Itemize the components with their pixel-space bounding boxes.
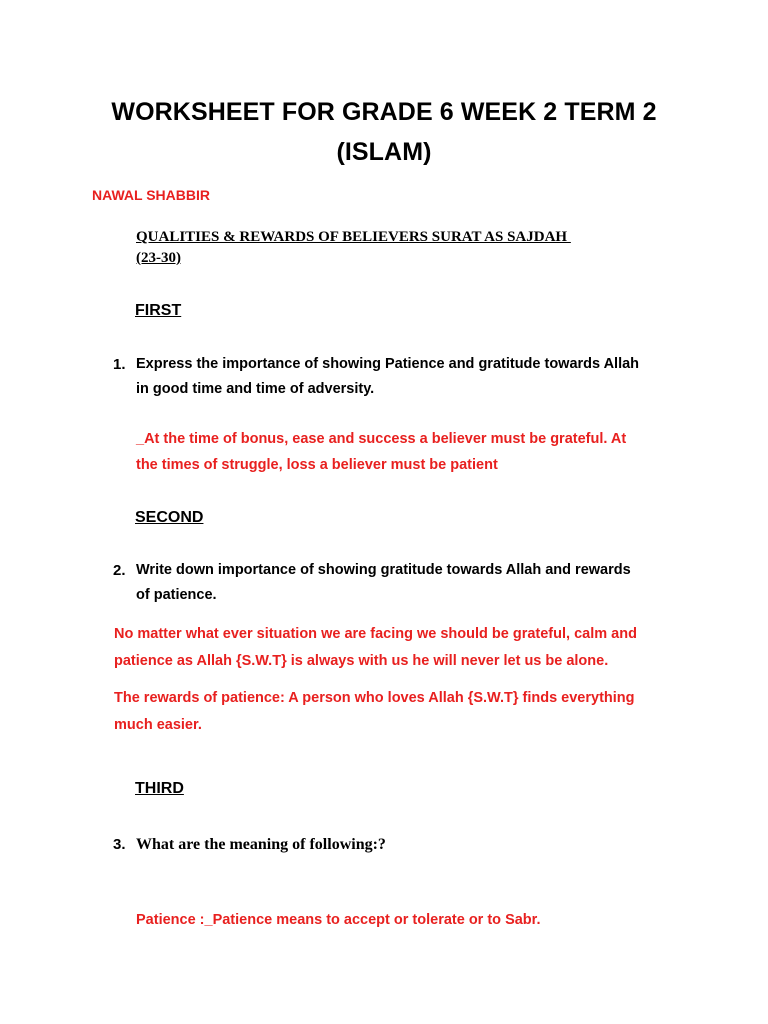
answer-2-line-1: No matter what ever situation we are facing we should be grateful, calm and bbox=[114, 626, 637, 642]
answer-3-line-1: Patience :_Patience means to accept or tolerate or to Sabr. bbox=[136, 912, 541, 928]
section-heading-first: FIRST bbox=[135, 302, 182, 319]
question-number-3: 3. bbox=[113, 836, 126, 853]
answer-2-line-3: The rewards of patience: A person who loves Allah {S.W.T} finds everything bbox=[114, 690, 635, 706]
author-name: NAWAL SHABBIR bbox=[92, 187, 210, 203]
section-heading-third: THIRD bbox=[135, 780, 184, 797]
topic-heading-line-1: QUALITIES & REWARDS OF BELIEVERS SURAT AS SAJDAH bbox=[136, 229, 571, 245]
answer-2-line-2: patience as Allah {S.W.T} is always with us he will never let us be alone. bbox=[114, 653, 609, 669]
answer-2-line-4: much easier. bbox=[114, 717, 202, 733]
question-number-1: 1. bbox=[113, 356, 126, 373]
answer-1-line-2: the times of struggle, loss a believer must be patient bbox=[136, 457, 498, 473]
question-3-line-1: What are the meaning of following:? bbox=[136, 836, 386, 853]
worksheet-title-line-2: (ISLAM) bbox=[336, 138, 432, 166]
answer-1-line-1: _At the time of bonus, ease and success a believer must be grateful. At bbox=[136, 431, 627, 447]
question-2-line-2: of patience. bbox=[136, 587, 217, 603]
question-1-line-1: Express the importance of showing Patience and gratitude towards Allah bbox=[136, 356, 640, 372]
question-number-2: 2. bbox=[113, 562, 126, 579]
section-heading-second: SECOND bbox=[135, 509, 204, 526]
topic-heading-line-2: (23-30) bbox=[136, 250, 181, 266]
question-1-line-2: in good time and time of adversity. bbox=[136, 381, 375, 397]
worksheet-title-line-1: WORKSHEET FOR GRADE 6 WEEK 2 TERM 2 bbox=[111, 98, 657, 126]
question-2-line-1: Write down importance of showing gratitude towards Allah and rewards bbox=[136, 562, 631, 578]
